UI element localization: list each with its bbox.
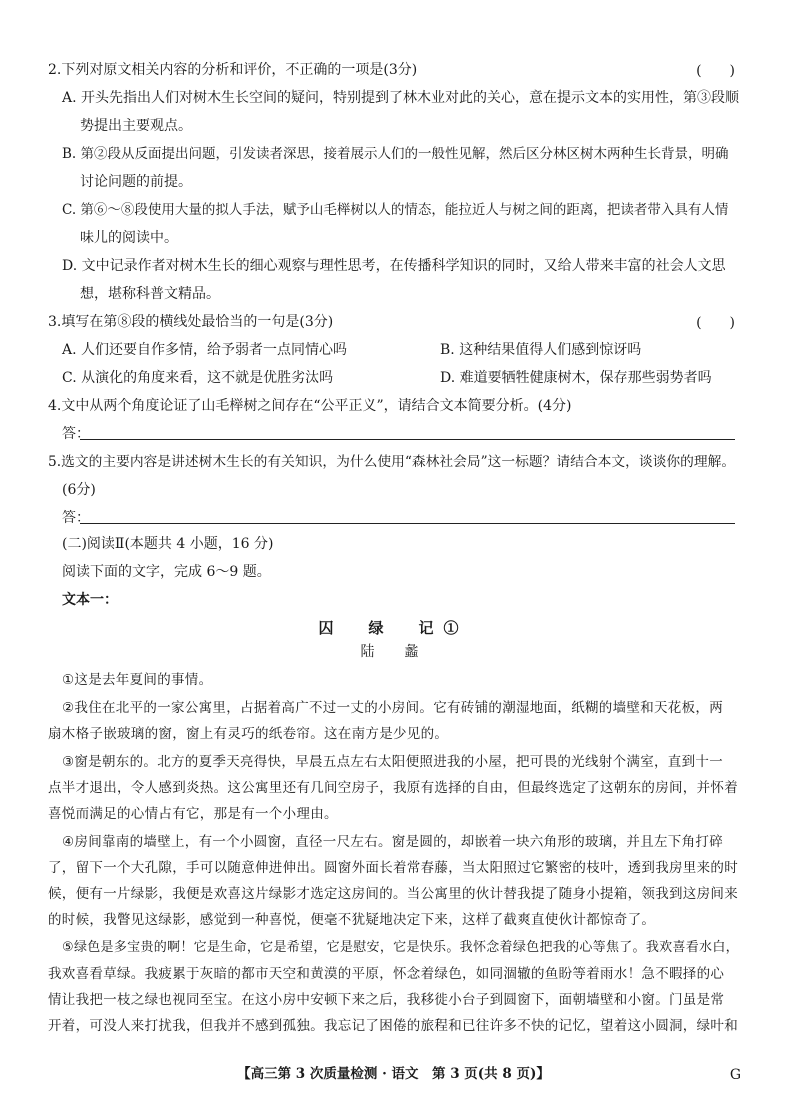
section2-instruction: 阅读下面的文字，完成 6～9 题。 <box>62 564 271 580</box>
article-line: ②我住在北平的一家公寓里，占据着高广不过一丈的小房间。它有砖铺的潮湿地面，纸糊的墙壁和天花板，两 <box>62 700 724 716</box>
article-line: 我欢喜看草绿。我疲累于灰暗的都市天空和黄漠的平原，怀念着绿色，如同涸辙的鱼盼等着雨水！急不暇择的心 <box>48 966 725 982</box>
section2-heading: (二)阅读Ⅱ(本题共 4 小题，16 分) <box>62 536 274 552</box>
q3-answer-bracket: ( ) <box>696 315 735 331</box>
q2-option-d-line2: 想，堪称科普文精品。 <box>80 286 220 302</box>
q3-option-a: A. 人们还要自作多情，给予弱者一点同情心吗 <box>62 342 348 358</box>
q3-option-d: D. 难道要牺牲健康树木，保存那些弱势者吗 <box>440 370 712 386</box>
q5-stem-line2: (6分) <box>62 482 96 498</box>
article-line: 的时候，我瞥见这绿影，感觉到一种喜悦，便毫不犹疑地决定下来，这样了截爽直使伙计都惊奇了。 <box>48 912 656 928</box>
paper-version-mark: G <box>729 1067 741 1083</box>
q2-option-c-line2: 味儿的阅读中。 <box>80 230 178 246</box>
q3-option-c: C. 从演化的角度来看，这不就是优胜劣汰吗 <box>62 370 334 386</box>
article-line: 情让我把一枝之绿也视同至宝。在这小房中安顿下来之后，我移徙小台子到圆窗下，面朝墙壁和小窗。门虽是常 <box>48 992 725 1008</box>
article-line: 点半才退出，令人感到炎热。这公寓里还有几间空房子，我原有选择的自由，但最终选定了这朝东的房间，并怀着 <box>48 780 738 796</box>
q4-answer-label: 答： <box>62 426 90 442</box>
article-line: ⑤绿色是多宝贵的啊！它是生命，它是希望，它是慰安，它是快乐。我怀念着绿色把我的心等焦了。我欢喜看水白， <box>62 940 739 955</box>
article-line: 候，便有一片绿影，我便是欢喜这片绿影才选定这房间的。当公寓里的伙计替我提了随身小提箱，领我到这房间来 <box>48 886 738 902</box>
q4-answer-line[interactable] <box>80 439 735 440</box>
article-title: 囚 绿 记① <box>318 619 469 637</box>
q2-option-c-line1: C. 第⑥～⑧段使用大量的拟人手法，赋予山毛榉树以人的情态，能拉近人与树之间的距离，把读者带入具有人情 <box>62 202 729 218</box>
q5-answer-line[interactable] <box>80 523 735 524</box>
q3-stem: 3.填写在第⑧段的横线处最恰当的一句是(3分) <box>48 314 334 330</box>
q3-option-b: B. 这种结果值得人们感到惊讶吗 <box>440 342 642 358</box>
q2-option-a-line1: A. 开头先指出人们对树木生长空间的疑问，特别提到了林木业对此的关心，意在提示文本的实用性，第③段顺 <box>62 90 740 106</box>
article-author: 陆 蠡 <box>360 644 427 660</box>
article-line: ①这是去年夏间的事情。 <box>62 672 213 688</box>
q2-option-a-line2: 势提出主要观点。 <box>80 118 192 134</box>
page-footer: 【高三第 3 次质量检测 · 语文 第 3 页(共 8 页)】 <box>237 1066 550 1082</box>
article-line: ④房间靠南的墙壁上，有一个小圆窗，直径一尺左右。窗是圆的，却嵌着一块六角形的玻璃，并且左下角打碎 <box>62 834 724 850</box>
q2-option-b-line1: B. 第②段从反面提出问题，引发读者深思，接着展示人们的一般性见解，然后区分林区树木两种生长背景，明确 <box>62 146 729 162</box>
q5-stem-line1: 5.选文的主要内容是讲述树木生长的有关知识，为什么使用“森林社会局”这一标题？请结合本文，谈谈你的理解。 <box>48 454 736 470</box>
article-line: 了，留下一个大孔隙，手可以随意伸进伸出。圆窗外面长着常春藤，当太阳照过它繁密的枝叶，透到我房里来的时 <box>48 860 738 876</box>
q4-stem: 4.文中从两个角度论证了山毛榉树之间存在“公平正义”，请结合文本简要分析。(4分) <box>48 398 572 414</box>
q5-answer-label: 答： <box>62 510 90 526</box>
article-line: ③窗是朝东的。北方的夏季天亮得快，早晨五点左右太阳便照进我的小屋，把可畏的光线射个满室，直到十一 <box>62 754 724 770</box>
text-one-label: 文本一： <box>62 592 118 608</box>
q2-stem: 2.下列对原文相关内容的分析和评价，不正确的一项是(3分) <box>48 62 418 78</box>
article-line: 扇木格子嵌玻璃的窗，窗上有灵巧的纸卷帘。这在南方是少见的。 <box>48 726 449 742</box>
article-line: 喜悦而满足的心情占有它，那是有一个小理由。 <box>48 806 338 822</box>
q2-option-b-line2: 讨论问题的前提。 <box>80 174 192 190</box>
article-line: 开着，可没人来打扰我，但我并不感到孤独。我忘记了困倦的旅程和已往许多不快的记忆，望着这小圆洞，绿叶和 <box>48 1018 738 1034</box>
q2-answer-bracket: ( ) <box>696 63 735 79</box>
q2-option-d-line1: D. 文中记录作者对树木生长的细心观察与理性思考，在传播科学知识的同时，又给人带来丰富的社会人文思 <box>62 258 726 274</box>
